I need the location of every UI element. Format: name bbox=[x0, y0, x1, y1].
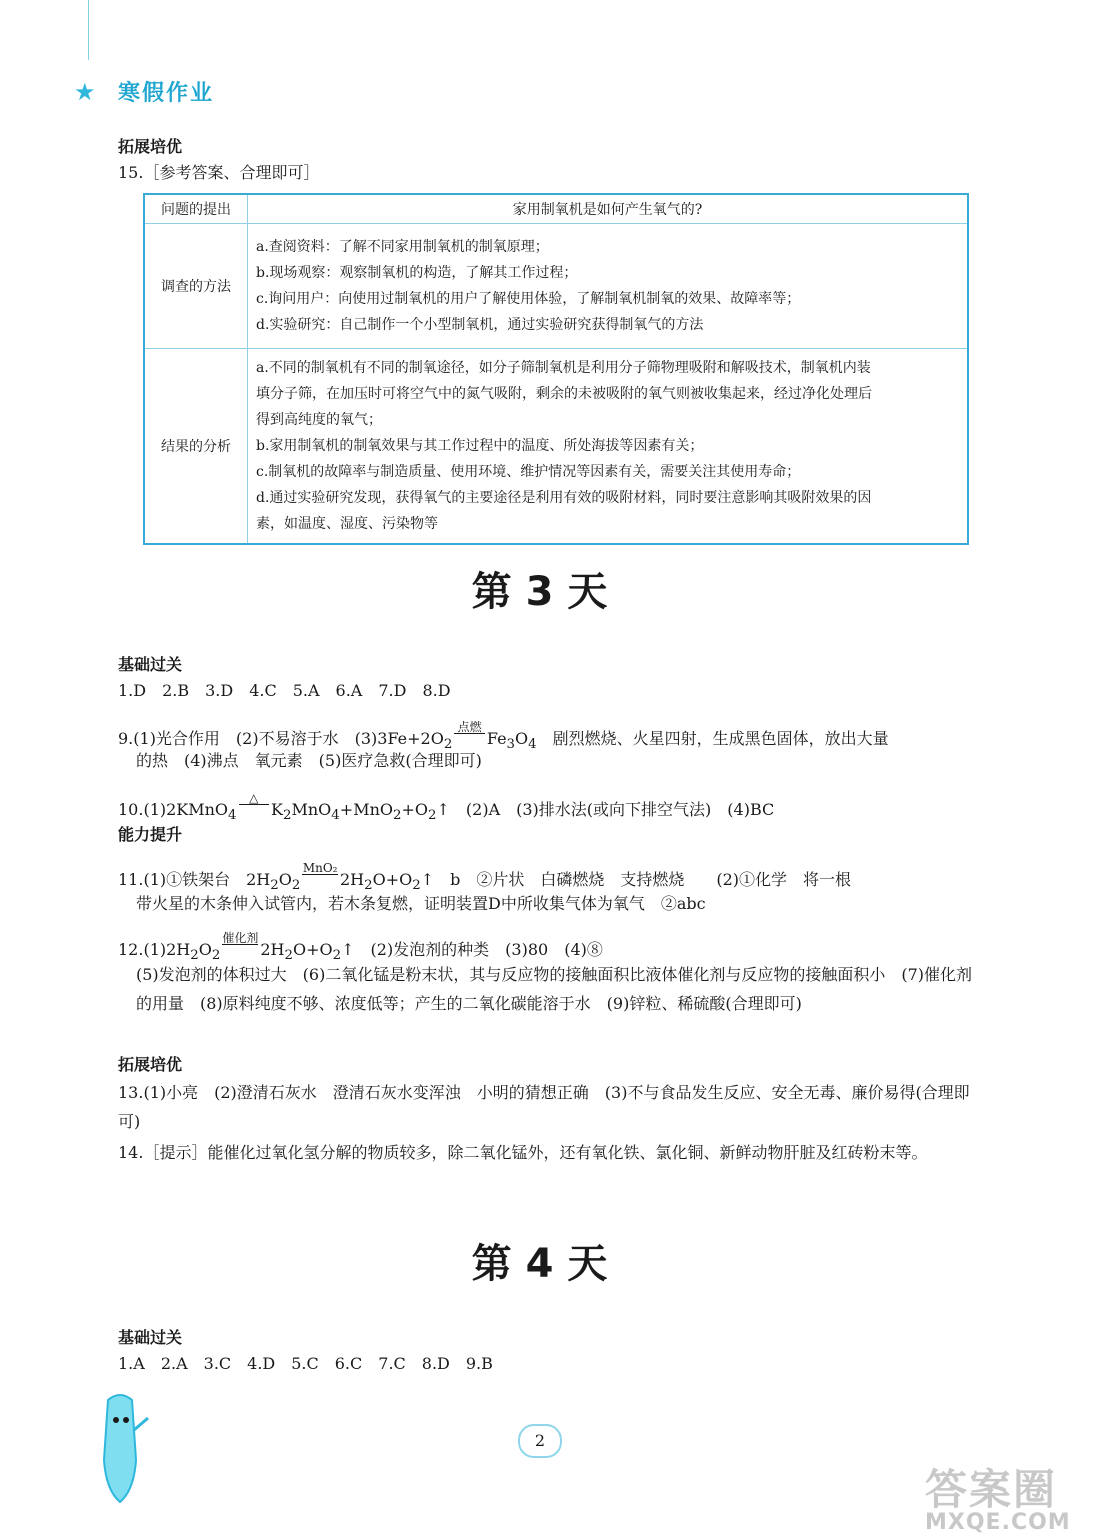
day3-section-ability: 能力提升 bbox=[118, 825, 183, 844]
table-row1-content bbox=[248, 224, 969, 349]
day4-answers-1-9: 1.A 2.A 3.C 4.D 5.C 6.C 7.C 8.D 9.B bbox=[118, 1354, 493, 1373]
q11-text: O+O bbox=[372, 869, 413, 889]
q10-sub: 2 bbox=[283, 808, 292, 823]
row2-line: a.不同的制氧机有不同的制氧途径，如分子筛制氧机是利用分子筛物理吸附和解吸技术，制氧机内装 bbox=[256, 360, 871, 376]
q13: 13.(1)小亮 (2)澄清石灰水 澄清石灰水变浑浊 小明的猜想正确 (3)不与食品发生反应、安全无毒、廉价易得(合理即可) bbox=[118, 1083, 970, 1131]
row2-line: d.通过实验研究发现，获得氧气的主要途径是利用有效的吸附材料，同时要注意影响其吸附效果的因 bbox=[256, 490, 872, 506]
row2-line: b.家用制氧机的制氧效果与其工作过程中的温度、所处海拔等因素有关； bbox=[256, 438, 704, 454]
row2-line: 素，如温度、湿度、污染物等 bbox=[256, 516, 438, 532]
q12-text: ↑ (2)发泡剂的种类 (3)80 (4)⑧ bbox=[341, 939, 603, 959]
day3-section-basic: 基础过关 bbox=[118, 655, 183, 674]
table-row2-label: 结果的分析 bbox=[144, 349, 248, 545]
page-number: 2 bbox=[518, 1424, 562, 1458]
q11-condition bbox=[302, 862, 338, 897]
q11-text: 11.(1)①铁架台 2H bbox=[118, 869, 271, 889]
q12-text: O bbox=[198, 939, 212, 959]
q9-line2: 的热 (4)沸点 氧元素 (5)医疗急救(合理即可) bbox=[136, 751, 482, 770]
watermark-bottom: MXQE.COM bbox=[925, 1510, 1071, 1535]
q10-cond-text: △ bbox=[249, 791, 259, 805]
q12-text: 12.(1)2H bbox=[118, 939, 191, 959]
q10-sub: 2 bbox=[428, 808, 437, 823]
q9-text: Fe bbox=[486, 728, 507, 748]
day4-title: 第4天 bbox=[471, 1241, 622, 1287]
q14: 14.［提示］能催化过氧化氢分解的物质较多，除二氧化锰外，还有氧化铁、氯化铜、新鲜动物肝脏及红砖粉末等。 bbox=[118, 1143, 928, 1162]
q11-sub: 2 bbox=[412, 878, 421, 893]
q11-line2: 带火星的木条伸入试管内，若木条复燃，证明装置D中所收集气体为氧气 ②abc bbox=[136, 894, 706, 913]
q11-sub: 2 bbox=[270, 878, 279, 893]
q9-text: O bbox=[515, 728, 529, 748]
q11-text: 2H bbox=[339, 869, 365, 889]
q9-text: 9.(1)光合作用 (2)不易溶于水 (3)3Fe+2O bbox=[118, 728, 444, 748]
watermark bbox=[925, 1465, 1071, 1535]
q9-sub: 2 bbox=[443, 737, 453, 752]
q12-sub: 2 bbox=[332, 948, 342, 963]
header-rule bbox=[88, 0, 89, 60]
row1-line: b.现场观察：观察制氧机的构造，了解其工作过程； bbox=[256, 265, 578, 281]
q10-text: K bbox=[271, 799, 283, 819]
q11-text: O bbox=[278, 869, 292, 889]
q10-sub: 4 bbox=[228, 808, 237, 823]
row1-line: a.查阅资料：了解不同家用制氧机的制氧原理； bbox=[256, 239, 549, 255]
day3-title: 第3天 bbox=[471, 569, 622, 615]
q10-line bbox=[118, 792, 774, 827]
q11-cond-text: MnO₂ bbox=[302, 861, 338, 875]
q9-sub: 3 bbox=[506, 737, 516, 752]
q10-text: +MnO bbox=[339, 799, 393, 819]
table-row1-label: 调查的方法 bbox=[144, 224, 248, 349]
star-icon: ★ bbox=[74, 78, 96, 106]
q9-sub: 4 bbox=[528, 737, 537, 752]
q12-text: O+O bbox=[292, 939, 333, 959]
brand-title: 寒假作业 bbox=[118, 81, 215, 106]
q12-sub: 2 bbox=[190, 948, 199, 963]
q15-label: 15.［参考答案、合理即可］ bbox=[118, 163, 320, 182]
mascot-illustration bbox=[90, 1390, 150, 1510]
q12-rest: (5)发泡剂的体积过大 (6)二氧化锰是粉末状，其与反应物的接触面积比液体催化剂与反应物的接触面积小 (7)催化剂的用量 (8)原料纯度不够、浓度低等；产生的二氧化碳能溶于水 (9)锌粒、稀硫酸(合理即可) bbox=[136, 965, 972, 1013]
table-head-label: 问题的提出 bbox=[144, 194, 248, 224]
q12-sub: 2 bbox=[284, 948, 293, 963]
q11-sub: 2 bbox=[364, 878, 373, 893]
row1-line: d.实验研究：自己制作一个小型制氧机，通过实验研究获得制氧气的方法 bbox=[256, 317, 704, 333]
table-head-value: 家用制氧机是如何产生氧气的? bbox=[248, 194, 969, 224]
watermark-top: 答案圈 bbox=[925, 1465, 1058, 1514]
q12-text: 2H bbox=[260, 939, 285, 959]
q12-cond-text: 催化剂 bbox=[222, 931, 259, 945]
q11-sub: 2 bbox=[291, 878, 301, 893]
row1-line: c.询问用户：向使用过制氧机的用户了解使用体验，了解制氧机制氧的效果、故障率等； bbox=[256, 291, 801, 307]
q10-condition bbox=[239, 792, 270, 827]
day4-section-basic: 基础过关 bbox=[118, 1328, 183, 1347]
q10-text: MnO bbox=[291, 799, 332, 819]
q10-sub: 2 bbox=[393, 808, 402, 823]
q10-sub: 4 bbox=[331, 808, 340, 823]
inquiry-table bbox=[143, 193, 969, 545]
row2-line: c.制氧机的故障率与制造质量、使用环境、维护情况等因素有关，需要关注其使用寿命； bbox=[256, 464, 801, 480]
q9-cond-text: 点燃 bbox=[457, 720, 482, 734]
q12-sub: 2 bbox=[211, 948, 221, 963]
section-extend-top: 拓展培优 bbox=[118, 137, 183, 156]
q11-text: ↑ b ②片状 白磷燃烧 支持燃烧 (2)①化学 将一根 bbox=[420, 869, 852, 889]
row2-line: 得到高纯度的氧气； bbox=[256, 412, 382, 428]
q10-text: 10.(1)2KMnO bbox=[118, 799, 229, 819]
row2-line: 填分子筛，在加压时可将空气中的氮气吸附，剩余的未被吸附的氧气则被收集起来，经过净化处理后 bbox=[256, 386, 872, 402]
q10-text: +O bbox=[401, 799, 429, 819]
table-row2-content bbox=[248, 349, 969, 545]
q9-text: 剧烈燃烧、火星四射，生成黑色固体，放出大量 bbox=[536, 728, 889, 748]
day3-answers-1-8: 1.D 2.B 3.D 4.C 5.A 6.A 7.D 8.D bbox=[118, 681, 451, 700]
day3-section-extend: 拓展培优 bbox=[118, 1055, 183, 1074]
q10-text: ↑ (2)A (3)排水法(或向下排空气法) (4)BC bbox=[436, 799, 775, 819]
q11-line1 bbox=[118, 862, 851, 897]
